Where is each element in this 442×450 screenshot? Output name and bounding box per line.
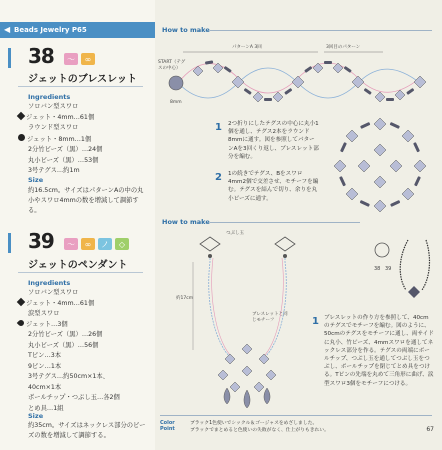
back-arrow-icon[interactable]: ◀ <box>4 25 11 34</box>
size-text-39: 約35cm。サイズはネックレス部分のビーズの数を増減して調節する。 <box>28 422 146 439</box>
header-label: Beads Jewelry P65 <box>14 26 87 34</box>
item-title-39: ジェットのペンダント <box>28 260 128 271</box>
ingredient-item: ジェット・8mm…1個 <box>28 134 102 146</box>
round-bullet-icon <box>18 134 25 141</box>
ingredient-item: ソロバン型スワロ <box>28 289 79 296</box>
bracelet-motif-note: ブレスレットと同じモチーフ <box>252 312 288 323</box>
ingredient-item: ラウンド型スワロ <box>28 124 79 131</box>
pendant-step1-number: 1 <box>312 316 319 327</box>
badge-group-38 <box>64 53 95 65</box>
figure-label-39: 39 <box>385 266 392 272</box>
length-label: 約17cm <box>176 296 194 301</box>
motif-diagram <box>328 110 432 215</box>
wave-icon: 〜 <box>64 53 78 65</box>
header-bar[interactable] <box>0 22 155 38</box>
pin-icon: ノ <box>98 238 112 250</box>
divider <box>18 86 143 87</box>
ingredient-item: とめ具…1組 <box>28 404 64 412</box>
accent-bar-39 <box>8 233 11 253</box>
how-to-make-heading-1: How to make <box>162 26 210 34</box>
badge-group-39 <box>64 238 129 250</box>
wave-icon: 〜 <box>64 238 78 250</box>
item-number-39: 39 <box>28 229 54 253</box>
pattern-b-label: 3回目のパターン <box>326 45 361 50</box>
ingredient-item: 2分竹ビーズ（黒）…24個 <box>28 146 103 153</box>
ingredient-item: 涙型スワロ <box>28 310 60 317</box>
ingredients-label-39: Ingredients <box>28 279 71 287</box>
teardrop-bullet-icon <box>17 318 25 326</box>
ingredient-item: ボールチップ・つぶし玉…各2個 <box>28 394 120 401</box>
diamond-bullet-icon <box>17 111 25 119</box>
ingredients-list-39 <box>28 288 120 414</box>
ingredient-item: ジェット・4mm…61個 <box>28 299 120 310</box>
tag-icon: ◇ <box>115 238 129 250</box>
how-to-make-heading-2: How to make <box>162 218 210 226</box>
figure-label-38: 38 <box>374 266 381 272</box>
pendant-diagram <box>175 232 315 412</box>
color-point-label: Color Point <box>160 420 175 432</box>
page-number: 67 <box>426 426 434 433</box>
ingredient-item: ジェット・4mm…61個 <box>28 113 102 124</box>
step1-number: 1 <box>215 122 222 133</box>
ingredients-label-38: Ingredients <box>28 93 71 101</box>
item-number-38: 38 <box>28 44 54 68</box>
step2-text: 1の続きでテグス、Bをスワロ4mm2個で交差させ、モチーフを編む。テグスを結んで切り、余りを丸小ビーズに通す。 <box>228 171 319 202</box>
diamond-bullet-icon <box>17 297 25 305</box>
size-label-39: Size <box>28 412 44 420</box>
ingredient-item: 40cm×1本 <box>28 383 62 391</box>
footer-rule <box>160 415 432 416</box>
ingredient-item: 9ピン…1本 <box>28 362 62 370</box>
accent-bar-38 <box>8 48 11 68</box>
pattern-a-label: パターンA 3回 <box>232 45 262 50</box>
left-column <box>0 0 155 450</box>
color-point-text: ブラック1色使いでシックル＆ゴージャスをめざしました。 ブラックでまとめると色使いの失敗がなく、仕上がりもきれい。 <box>190 421 329 433</box>
start-note: START（テグスの中心） <box>158 60 186 71</box>
pendant-step1-text: ブレスレットの作り方を参照して、40cmのテグスでモチーフを編む。図のように、50cmのテグスをモチーフに通し、両サイドに丸小、竹ビーズ、4mmスワロを通してネックレス部分を作る。テグスの両端にボールチップ、つぶし玉を通してつぶし玉をつぶし、ボールチップを閉じてとめ具をつける。Tピンの先端を丸めて三角形に曲げ、涙型スワロ3個をモチーフにつける。 <box>324 315 434 387</box>
teardrop-icon <box>244 390 250 408</box>
ingredient-item: ソロバン型スワロ <box>28 103 79 110</box>
step2-number: 2 <box>215 172 222 183</box>
item-title-38: ジェットのブレスレット <box>28 74 137 85</box>
ingredient-item: Tピン…3本 <box>28 352 62 359</box>
ingredient-item: 2分竹ビーズ（黒）…26個 <box>28 331 103 338</box>
bracelet-pattern-diagram <box>158 48 438 118</box>
ingredient-item: 3号テグス…約50cm×1本、 <box>28 373 109 380</box>
bead-8mm-label: 8mm <box>170 100 182 105</box>
heading-rule <box>210 30 432 31</box>
divider <box>18 272 143 273</box>
round-bead-icon <box>169 76 183 90</box>
ingredient-item: 丸小ビーズ（黒）…56個 <box>28 341 99 349</box>
heading-rule <box>210 222 360 223</box>
loop-icon: ∞ <box>81 53 95 65</box>
step1-text: 2つ折りにしたテグスの中心に丸小1個を通し、テグス2本をラウンド8mmに通す。図を参照してパターンAを3回くり返し、ブレスレット部分を編む。 <box>228 121 319 160</box>
ingredients-list-38 <box>28 102 102 177</box>
size-label-38: Size <box>28 176 44 184</box>
size-text-38: 約16.5cm。サイズはパターンAの中の丸小やスワロ4mmの数を増減して調節する。 <box>28 187 144 214</box>
loop-icon: ∞ <box>81 238 95 250</box>
tsubushi-label: つぶし玉 <box>226 231 244 236</box>
ingredient-item: 丸小ビーズ（黒）…53個 <box>28 156 99 164</box>
ingredient-item: ジェット…3個 <box>28 320 120 331</box>
ingredient-item: 3号テグス…約1m <box>28 167 80 174</box>
